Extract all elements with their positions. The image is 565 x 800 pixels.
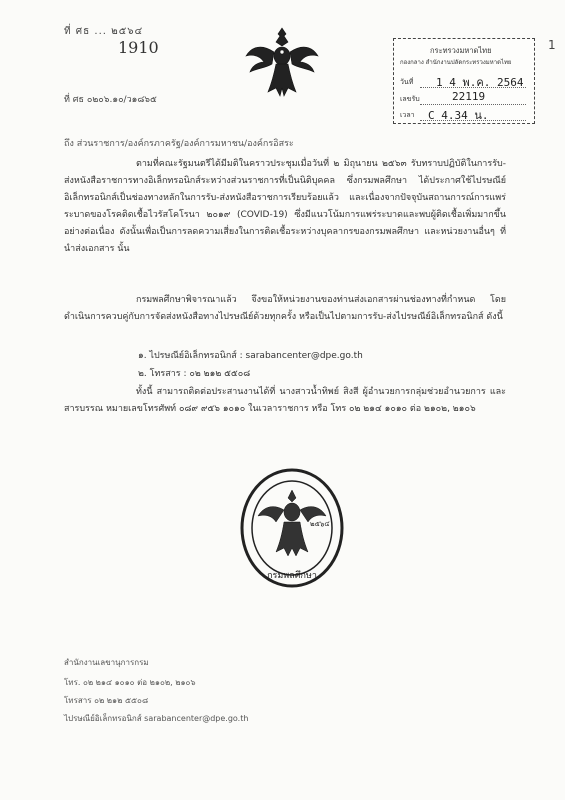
garuda-emblem-icon	[242, 22, 322, 102]
stamp-date-line	[420, 87, 526, 88]
stamp-date-value: 1 4 พ.ค. 2564	[436, 76, 524, 89]
handwritten-number: 1910	[118, 38, 159, 57]
paragraph-3: ทั้งนี้ สามารถติดต่อประสานงานได้ที่ นางสาวน้ำทิพย์ สิงสี ผู้อำนวยการกลุ่มช่วยอำนวยการ และสารบรรณ หมายเลขโทรศัพท์ ๐๘๙ ๙๕๖ ๑๐๑๐ ในเวลาราชการ หรือ โทร ๐๒ ๒๑๔ ๑๐๑๐ ต่อ ๒๑๐๒, ๒๑๐๖	[64, 387, 506, 414]
document-number: ที่ ศธ ๐๒๐๖.๑๐/ว๑๘๖๕	[64, 95, 157, 105]
seal-org-name: กรมพลศึกษา	[267, 571, 317, 581]
corner-mark: 1	[548, 38, 556, 52]
receipt-stamp	[393, 38, 535, 124]
header-number: ที่ ศธ ... ๒๕๖๔	[64, 26, 144, 37]
stamp-time-label: เวลา	[400, 111, 415, 119]
stamp-unit: กองกลาง สำนักงานปลัดกระทรวงมหาดไทย	[400, 59, 512, 66]
paragraph-1: ตามที่คณะรัฐมนตรีได้มีมติในคราวประชุมเมื่อวันที่ ๒ มิถุนายน ๒๕๖๓ รับทราบปฏิบัติในการรับ-ส่งหนังสือราชการทางอิเล็กทรอนิกส์ระหว่างส่วนราชการที่เป็นนิติบุคคล ซึ่งกรมพลศึกษา ได้ประกาศใช้ไปรษณีย์อิเล็กทรอนิกส์เป็นช่องทางหลักในการรับ-ส่งหนังสือราชการเรียบร้อยแล้ว และเนื่องจากปัจจุบันสถานการณ์การแพร่ระบาดของโรคติดเชื้อไวรัสโคโรนา ๒๐๑๙ (COVID-19) ซึ่งมีแนวโน้มการแพร่ระบาดและพบผู้ติดเชื้อเพิ่มมากขึ้นอย่างต่อเนื่อง ดังนั้นเพื่อเป็นการลดความเสี่ยงในการติดเชื้อระหว่างบุคลากรของกรมพลศึกษา และหน่วยงานอื่นๆ ที่นำส่งเอกสาร นั้น	[64, 159, 506, 254]
list-item-email: ๑. ไปรษณีย์อิเล็กทรอนิกส์ : sarabancenter@dpe.go.th	[138, 351, 363, 361]
addressee: ถึง ส่วนราชการ/องค์กรภาครัฐ/องค์การมหาชน/องค์กรอิสระ	[64, 139, 294, 149]
list-item-fax: ๒. โทรสาร : ๐๒ ๒๑๒ ๕๕๐๘	[138, 369, 251, 379]
footer-email: ไปรษณีย์อิเล็กทรอนิกส์ sarabancenter@dpe.go.th	[64, 714, 249, 723]
stamp-number-label: เลขรับ	[400, 95, 420, 103]
stamp-number-line	[420, 104, 526, 105]
stamp-org: กระทรวงมหาดไทย	[430, 46, 492, 55]
stamp-time-line	[420, 120, 526, 121]
footer-fax: โทรสาร ๐๒ ๒๑๒ ๕๕๐๘	[64, 696, 149, 705]
stamp-time-value: C 4.34 น.	[428, 109, 489, 122]
stamp-date-label: วันที่	[400, 78, 414, 86]
seal-year: ๒๕๖๔	[310, 520, 330, 528]
footer-office: สำนักงานเลขานุการกรม	[64, 658, 149, 667]
stamp-number-value: 22119	[452, 90, 486, 103]
footer-phone: โทร. ๐๒ ๒๑๔ ๑๐๑๐ ต่อ ๒๑๐๒, ๒๑๐๖	[64, 678, 196, 687]
department-seal-icon	[238, 466, 346, 590]
paragraph-2: กรมพลศึกษาพิจารณาแล้ว จึงขอให้หน่วยงานของท่านส่งเอกสารผ่านช่องทางที่กำหนด โดยดำเนินการควบคู่กับการจัดส่งหนังสือทางไปรษณีย์ด้วยทุกครั้ง หรือเป็นไปตามการรับ-ส่งไปรษณีย์อิเล็กทรอนิกส์ ดังนี้	[64, 295, 506, 322]
